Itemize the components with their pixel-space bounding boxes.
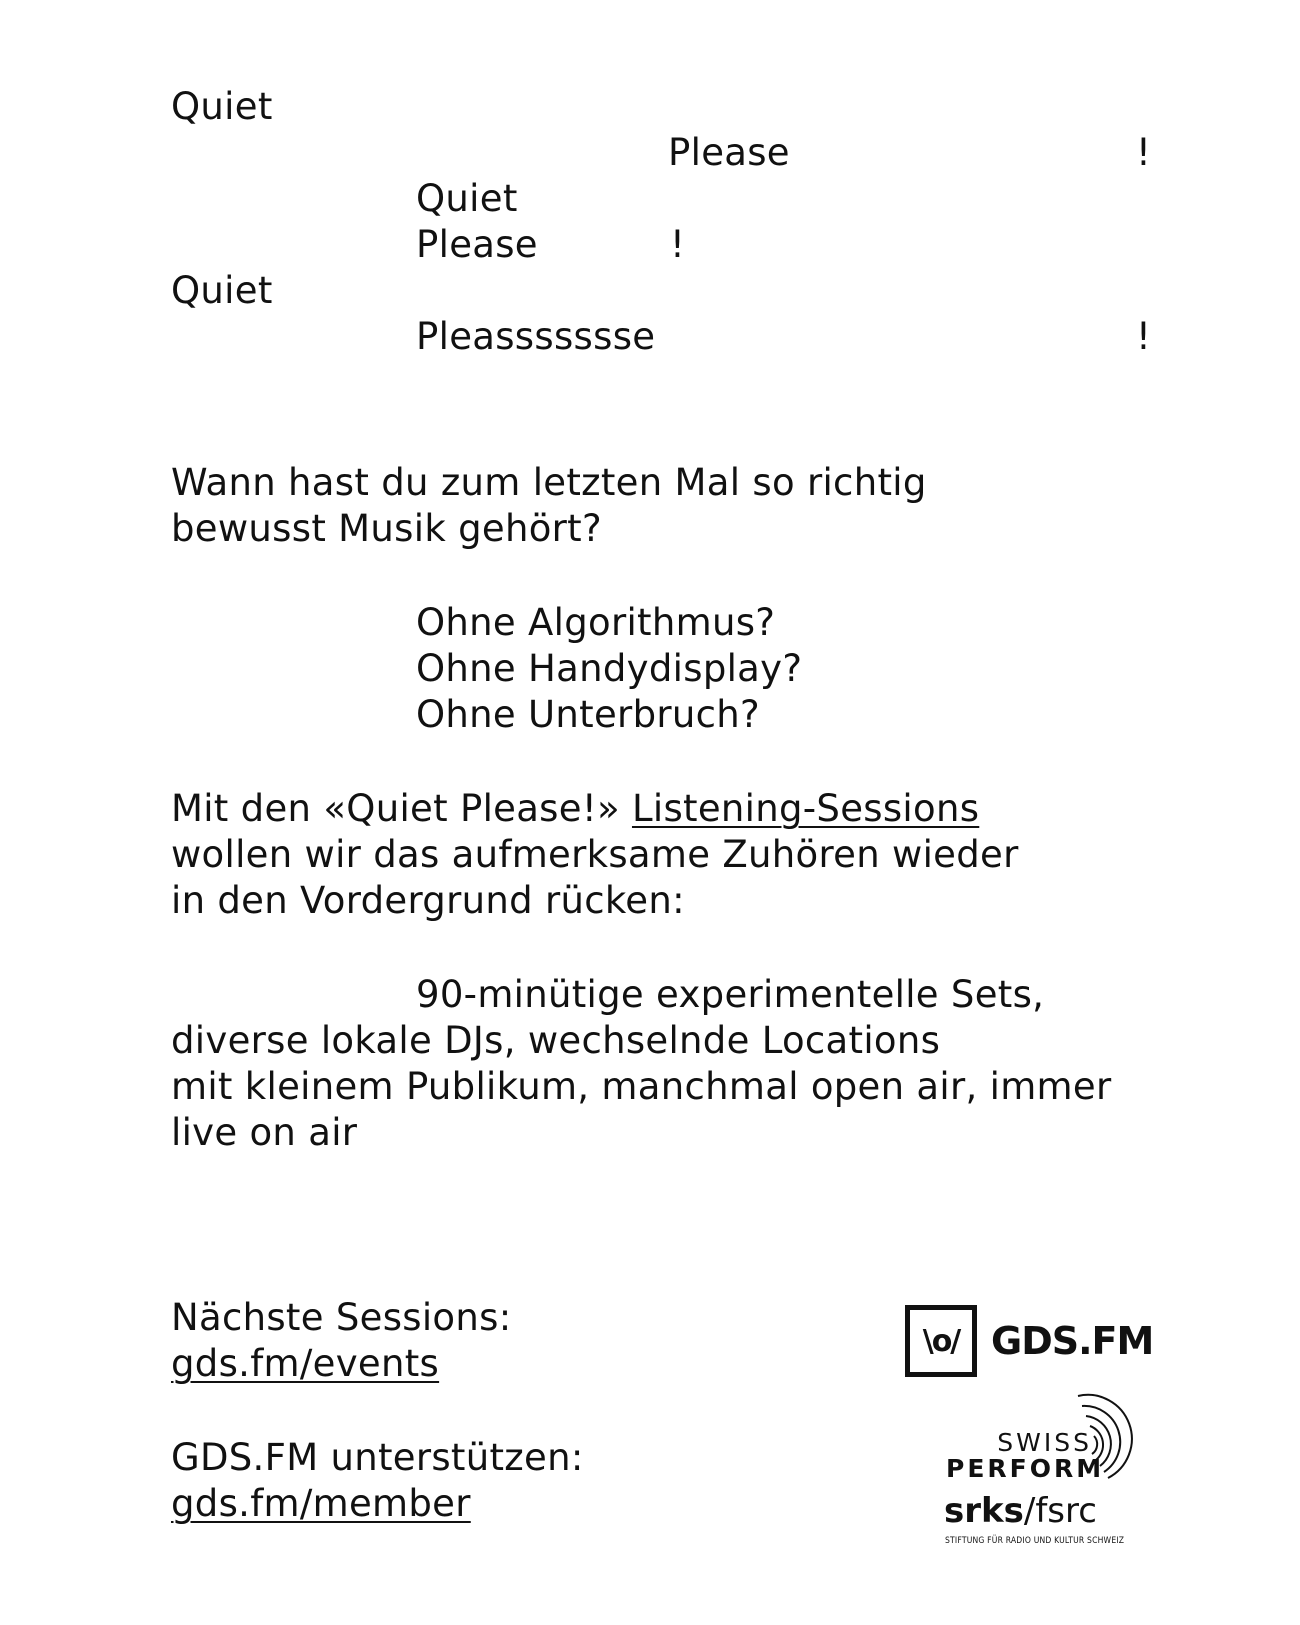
poem-exclamation-1: ! xyxy=(1136,131,1152,174)
next-sessions-label: Nächste Sessions: xyxy=(171,1296,512,1339)
poem-line-pleassssssse: Pleassssssse xyxy=(416,315,656,358)
poem-exclamation-2: ! xyxy=(670,223,686,266)
srks-bold: srks xyxy=(944,1491,1024,1531)
poem-line-please-1: Please xyxy=(668,131,790,174)
question-algorithm: Ohne Algorithmus? xyxy=(416,601,776,644)
sets-line-4: live on air xyxy=(171,1111,358,1154)
swiss-perform-logo xyxy=(938,1388,1148,1488)
swiss-word: SWISS xyxy=(997,1428,1092,1457)
intro-line-1: Wann hast du zum letzten Mal so richtig xyxy=(171,461,927,504)
listening-sessions-link[interactable]: Listening-Sessions xyxy=(631,787,980,830)
stiftung-tagline: STIFTUNG FÜR RADIO UND KULTUR SCHWEIZ xyxy=(945,1536,1125,1546)
sets-line-3: mit kleinem Publikum, manchmal open air, immer xyxy=(171,1065,1112,1108)
srks-fsrc-logo xyxy=(944,1491,1097,1531)
support-label: GDS.FM unterstützen: xyxy=(171,1436,584,1479)
poem-line-please-2: Please xyxy=(416,223,538,266)
member-link-text[interactable]: gds.fm/member xyxy=(171,1482,471,1525)
gds-fm-logo xyxy=(905,1305,1153,1377)
perform-word: PERFORM xyxy=(946,1454,1105,1483)
poem-line-quiet-2: Quiet xyxy=(416,177,518,220)
poem-line-quiet-1: Quiet xyxy=(171,85,273,128)
body-line-3: in den Vordergrund rücken: xyxy=(171,879,685,922)
question-phone-display: Ohne Handydisplay? xyxy=(416,647,803,690)
body-line-1-prefix: Mit den «Quiet Please!» xyxy=(171,787,632,830)
question-interruption: Ohne Unterbruch? xyxy=(416,693,760,736)
poem-line-quiet-3: Quiet xyxy=(171,269,273,312)
sets-line-1: 90-minütige experimentelle Sets, xyxy=(416,973,1045,1016)
gds-mark-icon: \o/ xyxy=(905,1305,977,1377)
poem-exclamation-3: ! xyxy=(1136,315,1152,358)
sets-line-2: diverse lokale DJs, wechselnde Locations xyxy=(171,1019,941,1062)
srks-rest: /fsrc xyxy=(1023,1491,1097,1531)
body-line-2: wollen wir das aufmerksame Zuhören wieder xyxy=(171,833,1019,876)
events-link-text[interactable]: gds.fm/events xyxy=(171,1342,440,1385)
events-link[interactable] xyxy=(171,1341,439,1387)
member-link[interactable] xyxy=(171,1481,471,1527)
gds-wordmark: GDS.FM xyxy=(991,1319,1154,1363)
intro-line-2: bewusst Musik gehört? xyxy=(171,507,602,550)
body-line-1 xyxy=(171,786,979,832)
